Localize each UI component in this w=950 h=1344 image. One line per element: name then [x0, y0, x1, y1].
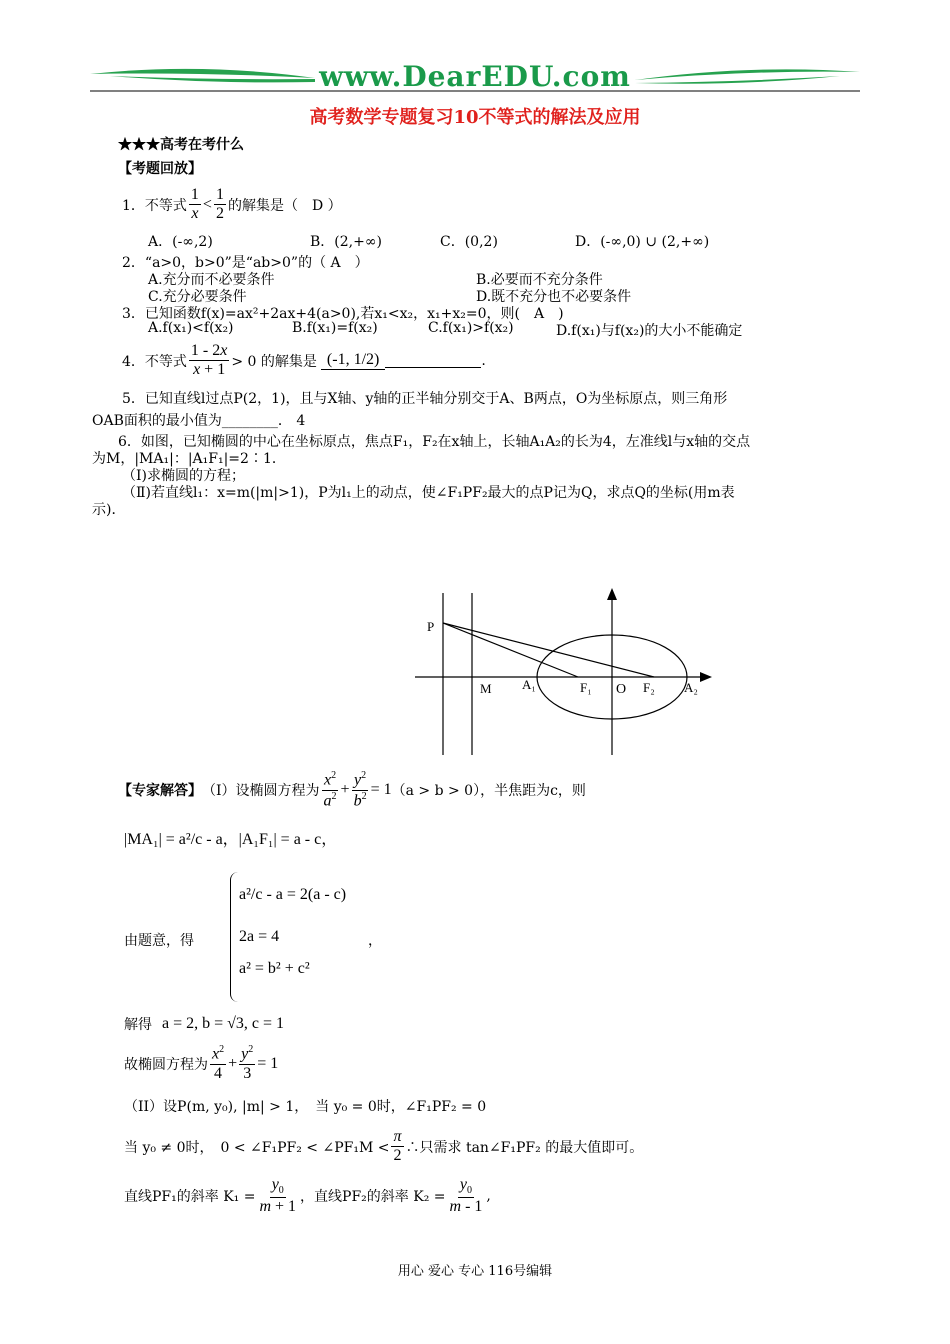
ellipse-equation-label: 故椭圆方程为 — [124, 1056, 208, 1073]
question-6-part-1: （Ⅰ)求椭圆的方程； — [122, 468, 245, 484]
q1-option-d: D．(-∞,0) ∪ (2,+∞) — [575, 234, 710, 250]
label-f1: F₁ — [580, 680, 592, 695]
label-f2: F₂ — [643, 680, 655, 695]
label-a1: A₁ — [522, 677, 536, 692]
q4-middle: > 0 的解集是 — [231, 353, 317, 370]
label-p: P — [427, 619, 435, 634]
q2-option-a: A.充分而不必要条件 — [148, 272, 275, 288]
ma1-line — [124, 826, 337, 849]
question-3: 3．已知函数f(x)=ax²+2ax+4(a>0),若x₁<x₂，x₁+x₂=0，则( A ) — [122, 306, 564, 322]
slope-b: ，直线PF₂的斜率 K₂ = — [300, 1189, 446, 1206]
page-title: 高考数学专题复习10不等式的解法及应用 — [309, 107, 641, 128]
system-eq-2: 2a = 4 — [239, 928, 280, 945]
question-4 — [122, 342, 486, 380]
y2-over-b2: $\frac{y^2}{b^2}$ — [353, 770, 367, 810]
slope-a: 直线PF₁的斜率 K₁ = — [124, 1189, 256, 1206]
q2-option-d: D.既不充分也不必要条件 — [476, 289, 632, 305]
label-m: M — [480, 681, 492, 696]
equation-system — [230, 872, 379, 1002]
question-6-line-2: 为M，|MA₁|：|A₁F₁|=2∶1． — [92, 451, 286, 467]
q1-option-c: C．(0,2) — [440, 234, 498, 250]
q1-option-b: B．(2,+∞) — [310, 234, 382, 250]
by-problem-label: 由题意，得 — [124, 933, 194, 949]
solve-line — [124, 1014, 284, 1034]
question-6-line-1: 6．如图，已知椭圆的中心在坐标原点，焦点F₁，F₂在x轴上，长轴A₁A₂的长为4，左准线l与x轴的交点 — [118, 434, 751, 450]
q2-option-b: B.必要而不充分条件 — [476, 272, 603, 288]
part2-line-1: （II）设P(m, y₀), |m| > 1， 当 y₀ = 0时，∠F₁PF₂ = 0 — [124, 1099, 487, 1115]
part2-line-2 — [124, 1128, 643, 1166]
q1-fraction-1-over-x: $\frac{1}{x}$ — [190, 186, 199, 223]
question-1: 1．不等式 $\frac{1}{x}$ < $\frac{1}{2}$ 的解集是（ D ） — [122, 186, 342, 223]
q1-fraction-1-over-2: $\frac{1}{2}$ — [215, 186, 224, 223]
review-heading: 【考题回放】 — [118, 161, 202, 177]
stars-heading: ★★★高考在考什么 — [118, 137, 244, 153]
segment-pf2 — [443, 623, 654, 677]
q3-option-b: B.f(x₁)=f(x₂) — [292, 320, 378, 336]
q3-option-c: C.f(x₁)>f(x₂) — [428, 320, 514, 336]
ellipse-figure — [410, 585, 720, 765]
y-axis-arrow-icon — [607, 588, 617, 600]
k2-fraction: $\frac{y_0}{m - 1}$ — [449, 1176, 483, 1215]
question-5-line-1: 5．已知直线l过点P(2，1)，且与X轴、y轴的正半轴分别交于A、B两点，O为坐标原点，则三角形 — [122, 391, 728, 407]
question-6-part-2a: （Ⅱ)若直线l₁：x=m(|m|>1)，P为l₁上的动点，使∠F₁PF₂最大的点P记为Q，求点Q的坐标(用m表 — [122, 485, 735, 501]
q3-option-d: D.f(x₁)与f(x₂)的大小不能确定 — [556, 323, 743, 339]
question-2: 2．“a>0，b>0”是“ab>0”的（ A ） — [122, 255, 369, 271]
solve-result: a = 2, b = √3, c = 1 — [162, 1015, 285, 1032]
answer-intro: 【专家解答】 （Ⅰ）设椭圆方程为 $\frac{x^2}{a^2}$ + $\frac{y^2}{b^2}$ = 1 （a > b > 0），半焦距为c，则 — [118, 770, 586, 810]
q4-prefix: 4．不等式 — [122, 353, 187, 370]
q2-option-c: C.充分必要条件 — [148, 289, 247, 305]
slope-line — [124, 1176, 491, 1216]
system-comma: ， — [368, 933, 382, 949]
footer-text: 用心 爱心 专心 116号编辑 — [397, 1264, 553, 1279]
slope-c: , — [486, 1188, 491, 1205]
pi-over-2: $\frac{\pi}{2}$ — [393, 1128, 402, 1165]
q4-answer: (-1, 1/2) — [321, 351, 385, 370]
q3-option-a: A.f(x₁)<f(x₂) — [148, 320, 234, 336]
label-a2: A₂ — [684, 680, 698, 695]
answer-heading: 【专家解答】 — [118, 783, 202, 800]
part2-line-2a: 当 y₀ ≠ 0时， 0 < ∠F₁PF₂ < ∠PF₁M < — [124, 1139, 390, 1156]
label-o: O — [616, 682, 627, 697]
system-eq-1: a²/c - a = 2(a - c) — [239, 886, 347, 903]
q4-end: . — [481, 352, 486, 369]
q1-prefix: 1．不等式 — [122, 197, 187, 214]
question-6-part-2b: 示)． — [92, 502, 126, 518]
x2-over-4: $\frac{x^2}{4}$ — [212, 1044, 225, 1082]
ma1-text: |MA₁| = a²/c - a，|A₁F₁| = a - c， — [124, 831, 338, 848]
answer-intro-a: （Ⅰ）设椭圆方程为 — [202, 783, 320, 800]
part2-line-2b: ∴只需求 tan∠F₁PF₂ 的最大值即可。 — [405, 1139, 644, 1156]
x-axis-arrow-icon — [700, 672, 712, 682]
q4-fraction: $\frac{1 - 2x}{x + 1}$ — [190, 342, 228, 379]
q1-suffix: 的解集是（ D ） — [227, 197, 342, 214]
answer-intro-b: （a > b > 0），半焦距为c，则 — [391, 783, 586, 800]
segment-pf1 — [443, 623, 578, 677]
site-logo-text: www.DearEDU.com — [319, 60, 631, 93]
y2-over-3: $\frac{y^2}{3}$ — [241, 1044, 254, 1082]
system-eq-3: a² = b² + c² — [239, 960, 310, 977]
x2-over-a2: $\frac{x^2}{a^2}$ — [323, 770, 337, 810]
ellipse-equation-line: 故椭圆方程为 $\frac{x^2}{4}$ + $\frac{y^2}{3}$ = 1 — [124, 1044, 279, 1082]
solve-label: 解得 — [124, 1017, 152, 1033]
k1-fraction: $\frac{y_0}{m + 1}$ — [259, 1176, 297, 1215]
q1-option-a: A．(-∞,2) — [148, 234, 213, 250]
question-5-line-2: OAB面积的最小值为________． 4 — [92, 413, 306, 429]
